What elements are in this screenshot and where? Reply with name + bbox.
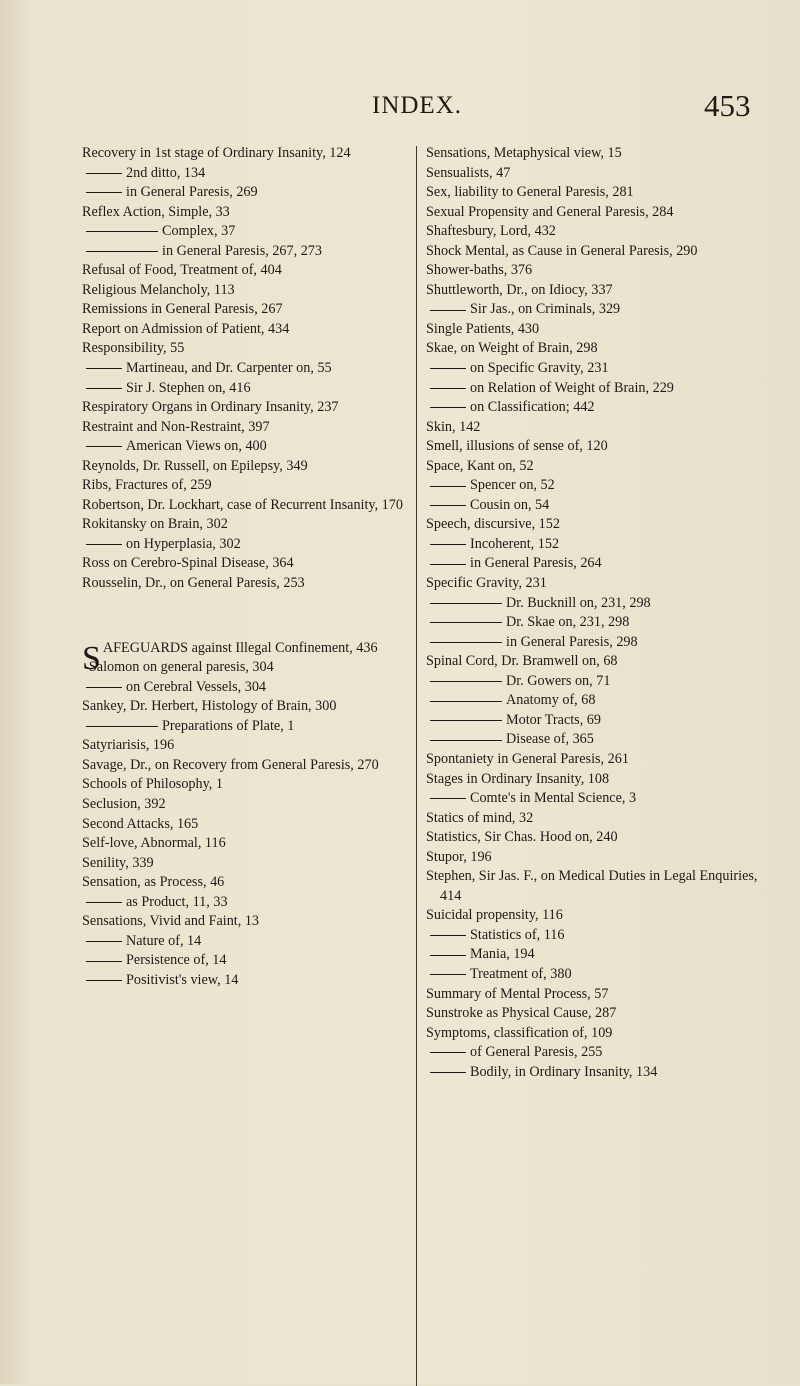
index-subentry <box>426 554 771 574</box>
entry-text: in General Paresis, 298 <box>506 633 638 650</box>
index-subentry <box>82 535 427 555</box>
index-entry <box>426 281 771 301</box>
page-header <box>0 88 800 132</box>
entry-text: Complex, 37 <box>162 223 236 240</box>
index-entry <box>82 339 427 359</box>
index-entry <box>82 418 427 438</box>
index-entry <box>82 912 427 932</box>
index-subentry <box>426 398 771 418</box>
index-column-right <box>426 144 771 1082</box>
ditto-dash <box>430 388 466 389</box>
ditto-dash <box>86 544 122 545</box>
index-entry <box>426 320 771 340</box>
ditto-dash <box>430 407 466 408</box>
entry-text: Cousin on, 54 <box>470 496 550 513</box>
entry-text: Space, Kant on, 52 <box>426 457 534 474</box>
entry-text: Savage, Dr., on Recovery from General Paresis, 270 <box>82 756 379 773</box>
index-entry <box>82 775 427 795</box>
entry-text: AFEGUARDS against Illegal Confinement, 436 <box>102 639 378 656</box>
index-entry <box>426 437 771 457</box>
index-column-left <box>82 144 427 990</box>
ditto-dash <box>430 505 466 506</box>
entry-text: Persistence of, 14 <box>126 952 227 969</box>
ditto-dash <box>430 974 466 975</box>
entry-text: Shuttleworth, Dr., on Idiocy, 337 <box>426 281 613 298</box>
page-number: 453 <box>704 88 751 123</box>
ditto-dash <box>430 642 502 643</box>
entry-text: Robertson, Dr. Lockhart, case of Recurrent Insanity, 170 <box>82 496 403 513</box>
entry-text: Sensualists, 47 <box>426 164 511 181</box>
index-subentry <box>426 633 771 653</box>
ditto-dash <box>430 603 502 604</box>
index-entry <box>426 574 771 594</box>
index-entry <box>426 183 771 203</box>
entry-text: Sensation, as Process, 46 <box>82 874 225 891</box>
index-subentry <box>82 437 427 457</box>
index-entry <box>82 300 427 320</box>
entry-text: Incoherent, 152 <box>470 535 560 552</box>
index-subentry <box>426 1063 771 1083</box>
entry-text: Disease of, 365 <box>506 731 594 748</box>
index-entry <box>82 476 427 496</box>
ditto-dash <box>430 544 466 545</box>
ditto-dash <box>86 941 122 942</box>
index-subentry <box>82 359 427 379</box>
entry-text: on Cerebral Vessels, 304 <box>126 678 267 695</box>
ditto-dash <box>430 368 466 369</box>
column-divider <box>416 146 417 1386</box>
entry-text: Stages in Ordinary Insanity, 108 <box>426 770 610 787</box>
entry-text: Smell, illusions of sense of, 120 <box>426 438 608 455</box>
entry-text: of General Paresis, 255 <box>470 1044 603 1061</box>
entry-text: Stupor, 196 <box>426 848 492 865</box>
ditto-dash <box>430 798 466 799</box>
entry-text: Shock Mental, as Cause in General Paresis, 290 <box>426 242 698 259</box>
entry-text: Statistics of, 116 <box>470 926 565 943</box>
entry-text: Skin, 142 <box>426 418 481 435</box>
entry-text: Recovery in 1st stage of Ordinary Insanity, 124 <box>82 145 351 161</box>
index-entry <box>426 339 771 359</box>
ditto-dash <box>86 961 122 962</box>
ditto-dash <box>86 231 158 232</box>
entry-text: Sir Jas., on Criminals, 329 <box>470 301 621 318</box>
index-subentry <box>426 945 771 965</box>
entry-text: Sex, liability to General Paresis, 281 <box>426 184 634 201</box>
ditto-dash <box>430 564 466 565</box>
index-subentry <box>82 379 427 399</box>
entry-text: on Relation of Weight of Brain, 229 <box>470 379 674 396</box>
index-entry <box>82 203 427 223</box>
index-subentry <box>82 222 427 242</box>
entry-text: Summary of Mental Process, 57 <box>426 985 609 1002</box>
entry-text: in General Paresis, 267, 273 <box>162 242 322 259</box>
index-entry <box>82 496 427 516</box>
index-subentry <box>82 971 427 991</box>
entry-text: Spinal Cord, Dr. Bramwell on, 68 <box>426 653 618 670</box>
entry-text: Bodily, in Ordinary Insanity, 134 <box>470 1063 658 1080</box>
index-entry <box>426 1004 771 1024</box>
drop-cap: S <box>82 639 101 677</box>
entry-text: Sunstroke as Physical Cause, 287 <box>426 1005 617 1022</box>
ditto-dash <box>430 935 466 936</box>
index-entry <box>82 756 427 776</box>
entry-text: Nature of, 14 <box>126 932 202 949</box>
index-entry <box>426 848 771 868</box>
ditto-dash <box>86 368 122 369</box>
entry-text: Treatment of, 380 <box>470 965 572 982</box>
index-entry <box>82 854 427 874</box>
index-subentry <box>82 951 427 971</box>
index-subentry <box>82 183 427 203</box>
ditto-dash <box>430 955 466 956</box>
entry-text: Satyriarisis, 196 <box>82 737 175 754</box>
index-entry <box>426 203 771 223</box>
entry-text: Stephen, Sir Jas. F., on Medical Duties in Legal Enquiries, 414 <box>426 868 758 904</box>
index-subentry <box>426 691 771 711</box>
entry-text: Sankey, Dr. Herbert, Histology of Brain, 300 <box>82 698 337 715</box>
index-entry <box>82 697 427 717</box>
ditto-dash <box>86 980 122 981</box>
entry-text: Schools of Philosophy, 1 <box>82 776 223 793</box>
entry-text: Mania, 194 <box>470 946 535 963</box>
index-subentry <box>82 164 427 184</box>
entry-text: Dr. Bucknill on, 231, 298 <box>506 594 651 611</box>
index-entry <box>82 554 427 574</box>
entry-text: Speech, discursive, 152 <box>426 516 560 533</box>
index-entry <box>426 867 771 906</box>
index-subentry <box>82 717 427 737</box>
entry-text: Self-love, Abnormal, 116 <box>82 835 226 852</box>
entry-text: Suicidal propensity, 116 <box>426 907 563 924</box>
entry-text: Sensations, Metaphysical view, 15 <box>426 145 622 161</box>
index-subentry <box>82 678 427 698</box>
index-entry <box>82 457 427 477</box>
ditto-dash <box>86 687 122 688</box>
index-subentry <box>426 1043 771 1063</box>
index-entry <box>426 985 771 1005</box>
index-subentry <box>426 672 771 692</box>
entry-text: Reynolds, Dr. Russell, on Epilepsy, 349 <box>82 457 308 474</box>
ditto-dash <box>430 310 466 311</box>
entry-text: Ross on Cerebro-Spinal Disease, 364 <box>82 555 294 572</box>
entry-text: Senility, 339 <box>82 854 154 871</box>
index-subentry <box>426 379 771 399</box>
ditto-dash <box>430 1072 466 1073</box>
entry-text: Report on Admission of Patient, 434 <box>82 320 290 337</box>
entry-text: Religious Melancholy, 113 <box>82 281 235 298</box>
index-entry <box>82 795 427 815</box>
index-entry <box>82 398 427 418</box>
ditto-dash <box>430 486 466 487</box>
entry-text: Comte's in Mental Science, 3 <box>470 790 637 807</box>
entry-text: Statistics, Sir Chas. Hood on, 240 <box>426 829 618 846</box>
index-entry <box>426 144 771 164</box>
entry-text: Salomon on general paresis, 304 <box>88 659 274 676</box>
entry-text: Shaftesbury, Lord, 432 <box>426 223 556 240</box>
ditto-dash <box>430 1052 466 1053</box>
index-entry <box>426 750 771 770</box>
index-subentry <box>82 893 427 913</box>
entry-text: Spencer on, 52 <box>470 477 555 494</box>
index-entry <box>82 658 427 678</box>
index-subentry <box>426 496 771 516</box>
index-entry <box>82 320 427 340</box>
index-entry <box>426 242 771 262</box>
index-subentry <box>82 932 427 952</box>
entry-text: Specific Gravity, 231 <box>426 575 547 592</box>
index-entry <box>426 1024 771 1044</box>
section-gap <box>82 594 427 639</box>
index-entry <box>82 515 427 535</box>
index-entry <box>82 873 427 893</box>
index-entry <box>82 261 427 281</box>
ditto-dash <box>430 740 502 741</box>
entry-text: Martineau, and Dr. Carpenter on, 55 <box>126 360 332 377</box>
entry-text: American Views on, 400 <box>126 438 267 455</box>
ditto-dash <box>86 726 158 727</box>
entry-text: Second Attacks, 165 <box>82 815 199 832</box>
entry-text: Dr. Skae on, 231, 298 <box>506 614 630 631</box>
entry-text: Sensations, Vivid and Faint, 13 <box>82 913 260 930</box>
ditto-dash <box>430 720 502 721</box>
index-entry <box>426 809 771 829</box>
entry-text: in General Paresis, 264 <box>470 555 602 572</box>
index-subentry <box>426 711 771 731</box>
entry-text: Remissions in General Paresis, 267 <box>82 301 283 318</box>
ditto-dash <box>86 902 122 903</box>
entry-text: Reflex Action, Simple, 33 <box>82 203 230 220</box>
index-entry <box>426 828 771 848</box>
entry-text: Single Patients, 430 <box>426 320 540 337</box>
index-entry <box>426 457 771 477</box>
index-entry <box>426 515 771 535</box>
index-entry <box>82 736 427 756</box>
index-entry <box>82 574 427 594</box>
entry-text: Sexual Propensity and General Paresis, 284 <box>426 203 674 220</box>
entry-text: Seclusion, 392 <box>82 795 166 812</box>
ditto-dash <box>430 681 502 682</box>
ditto-dash <box>86 446 122 447</box>
entry-text: Symptoms, classification of, 109 <box>426 1024 613 1041</box>
ditto-dash <box>86 251 158 252</box>
entry-text: as Product, 11, 33 <box>126 893 228 910</box>
entry-text: on Classification; 442 <box>470 399 595 416</box>
entry-text: on Hyperplasia, 302 <box>126 535 241 552</box>
ditto-dash <box>430 622 502 623</box>
entry-text: on Specific Gravity, 231 <box>470 360 609 377</box>
entry-text: 2nd ditto, 134 <box>126 164 206 181</box>
entry-text: Refusal of Food, Treatment of, 404 <box>82 262 282 279</box>
index-entry <box>426 652 771 672</box>
entry-text: in General Paresis, 269 <box>126 184 258 201</box>
index-subentry <box>82 242 427 262</box>
entry-text: Rousselin, Dr., on General Paresis, 253 <box>82 575 305 592</box>
index-subentry <box>426 926 771 946</box>
entry-text: Positivist's view, 14 <box>126 971 239 988</box>
entry-text: Ribs, Fractures of, 259 <box>82 477 212 494</box>
entry-text: Dr. Gowers on, 71 <box>506 672 611 689</box>
index-subentry <box>426 789 771 809</box>
index-entry <box>82 281 427 301</box>
index-entry <box>426 418 771 438</box>
entry-text: Responsibility, 55 <box>82 340 185 357</box>
index-entry <box>426 261 771 281</box>
index-subentry <box>426 535 771 555</box>
index-entry <box>82 144 427 164</box>
entry-text: Preparations of Plate, 1 <box>162 717 295 734</box>
index-subentry <box>426 359 771 379</box>
index-subentry <box>426 730 771 750</box>
index-entry <box>82 834 427 854</box>
index-subentry <box>426 594 771 614</box>
entry-text: Skae, on Weight of Brain, 298 <box>426 340 598 357</box>
entry-text: Respiratory Organs in Ordinary Insanity, 237 <box>82 399 339 416</box>
running-title: INDEX. <box>372 92 463 119</box>
ditto-dash <box>86 388 122 389</box>
entry-text: Statics of mind, 32 <box>426 809 534 826</box>
ditto-dash <box>86 173 122 174</box>
entry-text: Anatomy of, 68 <box>506 692 596 709</box>
index-entry <box>426 164 771 184</box>
index-entry <box>82 815 427 835</box>
entry-text: Shower-baths, 376 <box>426 262 533 279</box>
entry-text: Restraint and Non-Restraint, 397 <box>82 418 270 435</box>
entry-text: Spontaniety in General Paresis, 261 <box>426 750 629 767</box>
index-subentry <box>426 613 771 633</box>
index-entry <box>426 906 771 926</box>
index-subentry <box>426 965 771 985</box>
entry-text: Motor Tracts, 69 <box>506 711 601 728</box>
entry-text: Sir J. Stephen on, 416 <box>126 379 251 396</box>
index-subentry <box>426 476 771 496</box>
index-entry <box>426 770 771 790</box>
index-subentry <box>426 300 771 320</box>
index-entry <box>426 222 771 242</box>
ditto-dash <box>430 701 502 702</box>
entry-text: Rokitansky on Brain, 302 <box>82 516 228 533</box>
ditto-dash <box>86 192 122 193</box>
